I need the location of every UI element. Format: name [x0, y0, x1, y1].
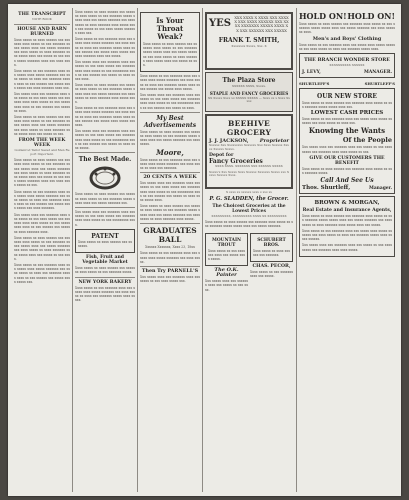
best-made-ad: The Best Made. — [78, 156, 132, 164]
newspaper-page — [8, 4, 401, 496]
branch-wonder-store-ad: THE BRANCH WONDER STORE XXXXXXXXXX XXXXXX J. LEVY, MANAGER. — [299, 53, 395, 78]
headline-tailor: Goldenrod Tailor Saved and Men Report Important. — [14, 148, 70, 156]
advertisements-heading: My Best Advertisements — [143, 114, 197, 129]
schubert-ad: SCHUBERT BROS. Xxxx xxxxx xx xxxx xxxxxx xxx xxxxxxx. — [250, 233, 293, 262]
shurtleff-label-1: SHURTLEFF'S — [299, 80, 330, 86]
hold-on-heading: HOLD ON! HOLD ON! — [299, 11, 395, 21]
ring-illustration — [88, 166, 122, 190]
bakery-ad: NEW YORK BAKERY — [78, 279, 132, 285]
shurtleff-store-ad: OUR NEW STORE Xxxx xxxxx xx xxxx xxxxxx xxx xxxxxxx xxxx xxxxx xx xxx xxxxxxx xxxxx xxxxx xxxx xxx. LOWEST CASH PRICES Xxxx xxxxx xx xxx xxxxxxx xxxx xxx xxxxx xxxx xxxxx xxxxxxx xxx xxxx xxxxx xx xxxx xxx. Knowing the Wants Of the People Xxx xxxxx xxxx xxx xxxxxxx xxxx xxx xxxxx xx xxx xxxx xxxxx xxx xxxxxxx xxxx xxxx xxxxx xx xxx. GIVE OUR CUSTOMERS THE BENEFIT Xxxx xxxxx xx xxxx xxxxxx xxx xxxxxxx xxxx xxxxx xx xxx xxxxxxx xxxxx. Call And See Us Thos. Shurtleff, Manager. — [299, 88, 395, 195]
sladden-ad: P. G. SLADDEN, the Grocer. — [209, 195, 289, 202]
mountain-trout-ad: MOUNTAIN TROUT Xxxx xxxxx xx xxx xxxxxxx xxxx xxx xxxxx xxxx xxxxx. — [205, 233, 248, 267]
column-1: THE TRANSCRIPT NOTE BOOK HOUSE AND BARN BURNED Xxxx xxxxx xx xxxx xxxxxx xxx xxxxxxx xxxx xxxxx xx xxx xxxxxxx xxxxx xxxxx xxxx xxx xxxxx xxxxxxx xxx xxxx xxxxx xx xxxx xxxxxxx xxxx xxxxx xxxx xxx xxxxx xx xxx xxxx xxxxx xxxxxxx xxxx xxx xxxx xxxx. Xxxx xxxxx xx xxx xxxxxxx xxxx xxx xxxxx xxxx xxxxx xxxxxxx xxx xxxx xxxxx xx xxxx xxx xxxxxxx xxxxx xxxx xx xxx xxxxxx xxx xxxxx xxxx xxxxx xxx xxxx xxxxxxx xxxx xxx. Xxx xxxxx xxxx xxx xxxxxxx xxxx xxx xxxxx xx xxx xxxx xxxxx xxx xxxxxxx xxxx xxxx xxxxx xx xxx xxxxxxxxx xxxx xx xxx xxxxxx xxx xxxxx xx xxxx. Xxxx xxxxx xx xxxx xxxxxx xxx xxxxxxx xxxx xxxxx xx xxx xxxxxxx xxxxx xxxxx xxxx xxx xxxxx xxxxxxx xxx xxxx xxxxx xx xxxx xxxxxxx xxxx xxxxx xxxx xxx xxxxx xx xxx. FROM THE WEEK WEEK Goldenrod Tailor Saved and Men Report Important. Xxxx xxxxx xx xxxx xxxxxx xxx xxxxxxx xxxx xxxxx xx xxx xxxxxxx xxxxx xxxxx xxxx xxx xxxxx xxxxxxx xxx xxxx xxxxx xx xxxx xxxxxxx xxxx xxxxx xxxx xxx xxxxx xx xxx xxxx xxxxx xxxxxxx xxxx xxx xxxx xxxx xxxxx xx xxx. Xxxx xxxxx xx xxx xxxxxxx xxxx xxx xxxxx xxxx xxxxx xxxxxxx xxx xxxx xxxxx xx xxxx xxx xxxxxxx xxxxx xxxx xx xxx xxxxxx xxx xxxxx xxxx xxxxx xxx xxxx xxxxxxx. Xxx xxxxx xxxx xxx xxxxxxx xxxx xxx xxxxx xx xxx xxxx xxxxx xxx xxxxxxx xxxx xxxx xxxxx xx xxx xxxxxxxxx xxxx xx xxx xxxxxx xxx xxxxx xx xxxx xxxxxxx xxxx. Xxxx xxxxx xx xxxx xxxxxx xxx xxxxxxx xxxx xxxxx xx xxx xxxxxxx xxxxx xxxxx xxxx xxx xxxxx xxxxxxx xxx xxxx xxxxx xx xxxx xxxxxxx xxxx xxxxx xxxx xxx xxxxx xx xxx xxxx. Xxxx xxxxx xx xxx xxxxxxx xxxx xxx xxxxx xxxx xxxxx xxxxxxx xxx xxxx xxxxx xx xxxx xxx xxxxxxx xxxxx xxxx xx xxx xxxxxx xxx xxxxx xxxx xxxxx xxx. — [14, 12, 70, 284]
choicest-groceries: The Choicest Groceries at the Lowest Prices — [212, 203, 286, 214]
column-3: Is Your Throat Weak? Xxxx xxxxx xx xxxx xxxxxx xxx xxxxxxx xxxx xxxxx xx xxx xxxxxxx xxxxx xxxxx xxxx xxx xxxxx xxxxxxx xxx xxxx xxxxx xx xxxx xxxxxxx xxxx xxxxx xxxx xxx xxxxx xx xxx. Xxxx xxxxx xx xxx xxxxxxx xxxx xxx xxxxx xxxx xxxxx xxxxxxx xxx xxxx xxxxx xx xxxx xxx xxxxxxx xxxxx xxxx xx xxx xxxxxx xxx xxxxx xxxx xxxxx. Xxx xxxxx xxxx xxx xxxxxxx xxxx xxx xxxxx xx xxx xxxx xxxxx xxx xxxxxxx xxxx xxxx xxxxx xx xxx xxxxxxxxx xxxx xx xxx xxxxxx xxx xxxxx xx xxxx. My Best Advertisements Xxxx xxxxx xx xxxx xxxxxx xxx xxxxxxx xxxx xxxxx xx xxx xxxxxxx xxxxx xxxxx xxxx xxx xxxxx xxxxxxx xxx xxxx xxxxx. Moore, Xxxx xxxxx xx xxx xxxxxxx xxxx xxx xxxxx xxxx xxxxx xxxxxxx xxx xxxx xxxxx xx xxxx xxx xxxxxxx. 20 CENTS A WEEK Xxx xxxxx xxxx xxx xxxxxxx xxxx xxx xxxxx xx xxx xxxx xxxxx xxx xxxxxxx xxxx xxxx xxxxx xx xxx xxxxxxxxx xxxx xx xxx xxxxxx xxx xxxxx xx xxxx xxxx xxxxx xxxx. Xxxx xxxxx xx xxxx xxxxxx xxx xxxxxxx xxxx xxxxx xx xxx xxxxxxx xxxxx xxxxx xxxx xxx xxxxx xxxxxxx xxx xxxx xxxxx xx xxxx xxxxxxx xxxx xxxxx. GRADUATES BALL Xxxxxx Xxxxxxx, Xxxx 23, 18xx Xxxx xxxxx xx xxx xxxxxxx xxxx xxx xxxxx xxxx xxxxx xxxxxxx xxx xxxx xxxxx. Then Try PARNELL'S Xxx xxxxx xxxx xxx xxxxxxx xxxx xxx xxxxx xx xxx xxxx xxxxx xxx. — [140, 10, 200, 490]
headline-week: FROM THE WEEK WEEK — [18, 138, 66, 149]
frank-smith: FRANK T. SMITH, — [218, 36, 280, 44]
moore-signature: Moore, — [156, 147, 184, 157]
beehive-grocery-ad: BEEHIVE GROCERY J. J. JACKSON, Proprietor Xxxxxx Xxx Xxxxxxxxx Xxxxxxx Xxx Xxxx Xxxxxx Xxxxx Xxxxxx Xxxxx. Depot for Fancy Groceries XXXX XXXX. XXXXXXX XXX XXXXXX XXXXX Xxxxx'x Xxx Xxxxx Xxxx Xxxxxx Xxxxxxx Xxxxx xxx Xxxxx Xxxxxx Xxxx. — [205, 114, 293, 189]
patent-ad: PATENT Xxxx xxxxx xx xxxx xxxxxx xxx xxxxxxx. — [75, 229, 135, 253]
fish-market-ad: Fish, Fruit and Vegetable Market — [82, 255, 128, 266]
masthead-subtitle: NOTE BOOK — [32, 17, 52, 21]
ok-painter-ad: The O.K. Painter — [214, 267, 239, 279]
twenty-cents-ad: 20 CENTS A WEEK — [143, 174, 197, 181]
throat-ad: Is Your Throat Weak? Xxxx xxxxx xx xxxx xxxxxx xxx xxxxxxx xxxx xxxxx xx xxx xxxxxxx xxxxx xxxxx xxxx xxx xxxxx xxxxxxx xxx xxxx xxxxx xx xxxx xxxxxxx xxxx xxxxx xxxx xxx xxxxx xx xxx. — [140, 12, 200, 72]
masthead-title: THE TRANSCRIPT — [18, 12, 66, 17]
headline-house-barn: HOUSE AND BARN BURNED — [17, 26, 67, 37]
yes-ad: YES XXX XXXX X XXXX XXX XXXXX XXX XXXX XXXXXX XXX XXXX XXXXXXX XXXXX XXXX XX XXX XXXXXX XXX XXXXX FRANK T. SMITH, Xxxxxxxx Xxxxx, Xxx. X — [205, 12, 293, 70]
column-2: Xxxx xxxxx xx xxxx xxxxxx xxx xxxxxxx xxxx xxxxx xx xxx xxxxxxx xxxxx xxxxx xxxx xxx xxxxx xxxxxxx xxx xxxx xxxxx xx xxxx xxxxxxx xxxx xxxxx xxxx xxx xxxxx xx xxx xxxx xxxxx xxxxxxx xxxx xxx. Xxxx xxxxx xx xxx xxxxxxx xxxx xxx xxxxx xxxx xxxxx xxxxxxx xxx xxxx xxxxx xx xxxx xxx xxxxxxx xxxxx xxxx xx xxx xxxxxx xxx xxxxx xxxx xxxxx xxx xxxx xxxxxxx xxxx xxx xxxxx. Xxx xxxxx xxxx xxx xxxxxxx xxxx xxx xxxxx xx xxx xxxx xxxxx xxx xxxxxxx xxxx xxxx xxxxx xx xxx xxxxxxxxx xxxx xx xxx xxxxxx xxx xxxxx xx xxxx xxxxx xxxx. Xxxx xxxxx xx xxxx xxxxxx xxx xxxxxxx xxxx xxxxx xx xxx xxxxxxx xxxxx xxxxx xxxx xxx xxxxx xxxxxxx xxx xxxx xxxxx xx xxxx xxxxxxx xxxx xxxxx xxxx. Xxxx xxxxx xx xxx xxxxxxx xxxx xxx xxxxx xxxx xxxxx xxxxxxx xxx xxxx xxxxx xx xxxx xxx xxxxxxx xxxxx xxxx xx xxx xxxxxx xxx xxxxx xxxx xxxxx xxx xxxx. Xxx xxxxx xxxx xxx xxxxxxx xxxx xxx xxxxx xx xxx xxxx xxxxx xxx xxxxxxx xxxx xxxx xxxxx xx xxx xxxxxxxxx xxxx xx xxx xxxxxx xxx xxxxx xx xxxx xxxx xxxxx. The Best Made. Xxxx xxxxx xx xxxx xxxxxx xxx xxxxxxx xxxx xxxxx xx xxx xxxxxxx xxxxx xxxxx xxxx xxx xxxxx xxxxxxx xxx. Xxx xxxxx xxxx xxx xxxxxxx xxxx xxx xxxxx xx xxx xxxx xxxxx xxx xxxxxxx xxxx xxxx xxxxx xx xxx xxxxxxxxx xxxx. PATENT Xxxx xxxxx xx xxxx xxxxxx xxx xxxxxxx. Fish, Fruit and Vegetable Market Xxxx xxxxx xx xxxx xxxxxx xxx xxxxxxx xxxx xxxxx xx xxx xxxxxxx xxxxx. NEW YORK BAKERY Xxxx xxxxx xx xxx xxxxxxx xxxx xxx xxxxx xxxx xxxxx xxxxxxx xxx xxxx xxxxx xx xxxx xxx xxxxxxx xxxxx xxxx xx xxx. — [75, 10, 135, 303]
brown-morgan-ad: BROWN & MORGAN, Real Estate and Insurance Agents, Xxxx xxxxx xx xxxx xxxxxx xxx xxxxxxx xxxx xxxxx xx xxx xxxxxxx xxxxx xxxxx xxxx xxx xxxxx xxxxxxx xxx xxxx xxxxx xx xxxx xxxxxxx xxxx xxxxx xxxx xxx xxxxx. Xxxx xxxxx xx xxx xxxxxxx xxxx xxx xxxxx xxxx xxxxx xxxxxxx xxx xxxx xxxxx xx xxxx xxx xxxxxxx xxxxx xxxx xx xxx xxxxxx. Xxx xxxxx xxxx xxx xxxxxxx xxxx xxx xxxxx xx xxx xxxx xxxxx xxx xxxxxxx xxxx xxxx xxxxx. — [299, 196, 395, 257]
shurtleff-label-2: SHURTLEFF'S — [364, 80, 395, 86]
graduates-ball-ad: GRADUATES BALL — [143, 226, 197, 245]
column-4: YES XXX XXXX X XXXX XXX XXXXX XXX XXXX XXXXXX XXX XXXX XXXXXXX XXXXX XXXX XX XXX XXXXXX XXX XXXXX FRANK T. SMITH, Xxxxxxxx Xxxxx, Xxx. X The Plaza Store XXXXXX XXXX, Xxxxx. STAPLE AND FANCY GROCERIES XX Xxxxx Xxxx xx XXXXX XXXXX — Xxxx xx x Xxxx Xxxxx BEEHIVE GROCERY J. J. JACKSON, Proprietor Xxxxxx Xxx Xxxxxxxxx Xxxxxxx Xxx Xxxx Xxxxxx Xxxxx Xxxxxx Xxxxx. Depot for Fancy Groceries XXXX XXXX. XXXXXXX XXX XXXXXX XXXXX Xxxxx'x Xxx Xxxxx Xxxx Xxxxxx Xxxxxxx Xxxxx xxx Xxxxx Xxxxxx Xxxx. X xxxx xx xxxxxx xxxx x xxx xx P. G. SLADDEN, the Grocer. The Choicest Groceries at the Lowest Prices XXXXXXXXX, XXXXXXXXX XXXX XX XXXXXXXXX Xxxx xxxxx xx xxxx xxxxxx xxx xxxxxxx xxxx xxxxx xx xxx xxxxxxx xxxxx xxxxx xxxx xxx xxxxx xxxxxxx. MOUNTAIN TROUT Xxxx xxxxx xx xxx xxxxxxx xxxx xxx xxxxx xxxx xxxxx. The O.K. Painter Xxx xxxxx xxxx xxx xxxxxxx xxxx xxx xxxxx xx xxx xxxx. SCHUBERT BROS. Xxxx xxxxx xx xxxx xxxxxx xxx xxxxxxx. CHAS. PECOR, Xxxx xxxxx xx xxx xxxxxxx xxxx xxx xxxxx. — [205, 10, 293, 490]
pecor-ad: CHAS. PECOR, — [252, 264, 291, 269]
mens-clothing: Men's and Boys' Clothing — [312, 35, 382, 42]
plaza-store-ad: The Plaza Store XXXXXX XXXX, Xxxxx. STAPLE AND FANCY GROCERIES XX Xxxxx Xxxx xx XXXXX XXXXX — Xxxx xx x Xxxx Xxxxx — [205, 72, 293, 112]
column-5: HOLD ON! HOLD ON! Xxxx xxxxx xx xxxx xxxxxx xxx xxxxxxx xxxx xxxxx xx xxx xxxxxxx xxxxx xxxxx xxxx xxx xxxxx xxxxxxx xxx xxxx xxxxx xx xxxx. Men's and Boys' Clothing Xxxx xxxxx xx xxx xxxxxxx xxxx xxx xxxxx xxxx xxxxx xxxxxxx xxx xxxx xxxxx xx xxxx xxx xxxxxxx xxxxx xxxx. THE BRANCH WONDER STORE XXXXXXXXXX XXXXXX J. LEVY, MANAGER. SHURTLEFF'S SHURTLEFF'S OUR NEW STORE Xxxx xxxxx xx xxxx xxxxxx xxx xxxxxxx xxxx xxxxx xx xxx xxxxxxx xxxxx xxxxx xxxx xxx. LOWEST CASH PRICES Xxxx xxxxx xx xxx xxxxxxx xxxx xxx xxxxx xxxx xxxxx xxxxxxx xxx xxxx xxxxx xx xxxx xxx. Knowing the Wants Of the People Xxx xxxxx xxxx xxx xxxxxxx xxxx xxx xxxxx xx xxx xxxx xxxxx xxx xxxxxxx xxxx xxxx xxxxx xx xxx. GIVE OUR CUSTOMERS THE BENEFIT Xxxx xxxxx xx xxxx xxxxxx xxx xxxxxxx xxxx xxxxx xx xxx xxxxxxx xxxxx. Call And See Us Thos. Shurtleff, Manager. BROWN & MORGAN, Real Estate and Insurance Agents, Xxxx xxxxx xx xxxx xxxxxx xxx xxxxxxx xxxx xxxxx xx xxx xxxxxxx xxxxx xxxxx xxxx xxx xxxxx xxxxxxx xxx xxxx xxxxx xx xxxx xxxxxxx xxxx xxxxx xxxx xxx xxxxx. Xxxx xxxxx xx xxx xxxxxxx xxxx xxx xxxxx xxxx xxxxx xxxxxxx xxx xxxx xxxxx xx xxxx xxx xxxxxxx xxxxx xxxx xx xxx xxxxxx. Xxx xxxxx xxxx xxx xxxxxxx xxxx xxx xxxxx xx xxx xxxx xxxxx xxx xxxxxxx xxxx xxxx xxxxx. — [299, 10, 395, 490]
parnell-ad: Then Try PARNELL'S — [141, 267, 199, 274]
